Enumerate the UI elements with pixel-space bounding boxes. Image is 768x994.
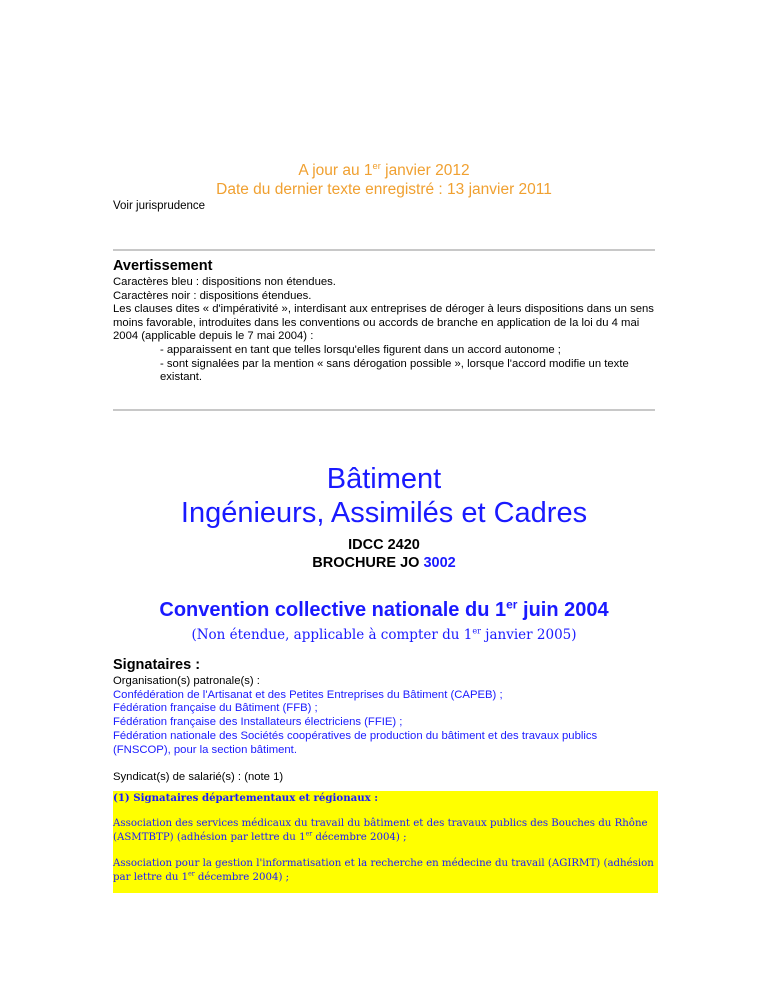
patronal-org: Confédération de l'Artisanat et des Petites Entreprises du Bâtiment (CAPEB) ; bbox=[113, 688, 503, 701]
syndicat-label: Syndicat(s) de salarié(s) : (note 1) bbox=[113, 770, 284, 783]
divider bbox=[113, 409, 655, 411]
patronal-org: Fédération française du Bâtiment (FFB) ; bbox=[113, 702, 318, 715]
patronal-org: Fédération nationale des Sociétés coopératives de production du bâtiment et des travaux publics (FNSCOP), pour la section bâtiment. bbox=[113, 729, 598, 756]
divider bbox=[113, 249, 655, 251]
warning-line: Caractères noir : dispositions étendues. bbox=[113, 289, 312, 302]
note-highlight bbox=[113, 791, 658, 893]
warning-body bbox=[113, 276, 655, 385]
patronal-org: Fédération française des Installateurs électriciens (FFIE) ; bbox=[113, 716, 403, 729]
note-item: Association pour la gestion l'informatisation et la recherche en médecine du travail (AGIRMT) (adhésion par lettre du 1er décembre 2004) ; bbox=[113, 857, 654, 883]
last-text-date: Date du dernier texte enregistré : 13 janvier 2011 bbox=[216, 181, 552, 198]
signatories-body bbox=[113, 675, 655, 785]
brochure-number: BROCHURE JO 3002 bbox=[312, 555, 456, 571]
update-date: A jour au 1er janvier 2012 bbox=[298, 160, 470, 179]
patronal-label: Organisation(s) patronale(s) : bbox=[113, 675, 260, 687]
note-item: Association des services médicaux du travail du bâtiment et des travaux publics des Bouches du Rhône (ASMTBTP) (adhésion par lettre du 1er décembre 2004) ; bbox=[113, 817, 648, 843]
warning-bullet: - apparaissent en tant que telles lorsqu'elles figurent dans un accord autonome ; bbox=[160, 343, 561, 356]
warning-line: Caractères bleu : dispositions non étendues. bbox=[113, 276, 336, 288]
note-title: (1) Signataires départementaux et régionaux : bbox=[113, 792, 378, 804]
warning-line: Les clauses dites « d'impérativité », interdisant aux entreprises de déroger à leurs dispositions dans un sens moins favorable, introduites dans les conventions ou accords de branche en application de la loi du 4 mai 2004 (applicable depuis le 7 mai 2004) : bbox=[113, 303, 654, 343]
sector-title: Bâtiment bbox=[326, 463, 442, 495]
jurisprudence-link[interactable]: Voir jurisprudence bbox=[113, 200, 206, 212]
signatories-title: Signataires : bbox=[113, 657, 201, 673]
category-title: Ingénieurs, Assimilés et Cadres bbox=[180, 497, 588, 529]
warning-bullet: - sont signalées par la mention « sans dérogation possible », lorsque l'accord modifie un texte existant. bbox=[160, 357, 629, 384]
convention-subtitle: (Non étendue, applicable à compter du 1er janvier 2005) bbox=[191, 625, 577, 643]
convention-title: Convention collective nationale du 1er juin 2004 bbox=[159, 597, 609, 621]
idcc-code: IDCC 2420 bbox=[348, 537, 420, 553]
warning-title: Avertissement bbox=[113, 258, 213, 274]
